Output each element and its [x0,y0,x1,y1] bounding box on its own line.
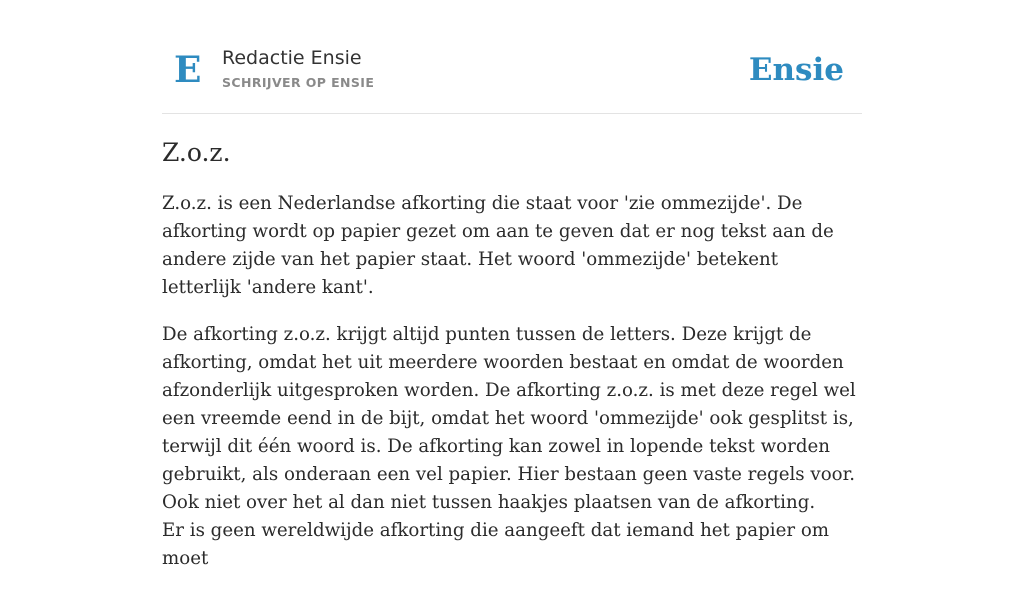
article-container [162,0,862,569]
author-avatar[interactable]: E [174,49,202,91]
article-body [162,190,862,592]
page-title: Z.o.z. [162,138,231,167]
paragraph-3: Er is geen wereldwijde afkorting die aangeeft dat iemand het papier om moet [162,520,830,569]
brand-logo[interactable]: Ensie [748,52,844,88]
author-role: SCHRIJVER OP ENSIE [222,75,375,90]
paragraph-2: De afkorting z.o.z. krijgt altijd punten tussen de letters. Deze krijgt de afkorting, omdat het uit meerdere woorden bestaat en omdat de woorden afzonderlijk uitgesproken worden. De afkorting z.o.z. is met deze regel wel een vreemde eend in de bijt, omdat het woord 'ommezijde' ook gesplitst is, terwijl dit één woord is. De afkorting kan zowel in lopende tekst worden gebruikt, als onderaan een vel papier. Hier bestaan geen vaste regels voor. Ook niet over het al dan niet tussen haakjes plaatsen van de afkorting. [162,324,856,513]
author-name[interactable]: Redactie Ensie [222,47,362,69]
author-header [162,0,862,114]
paragraph-1: Z.o.z. is een Nederlandse afkorting die staat voor 'zie ommezijde'. De afkorting wordt op papier gezet om aan te geven dat er nog tekst aan de andere zijde van het papier staat. Het woord 'ommezijde' betekent letterlijk 'andere kant'. [162,193,834,298]
